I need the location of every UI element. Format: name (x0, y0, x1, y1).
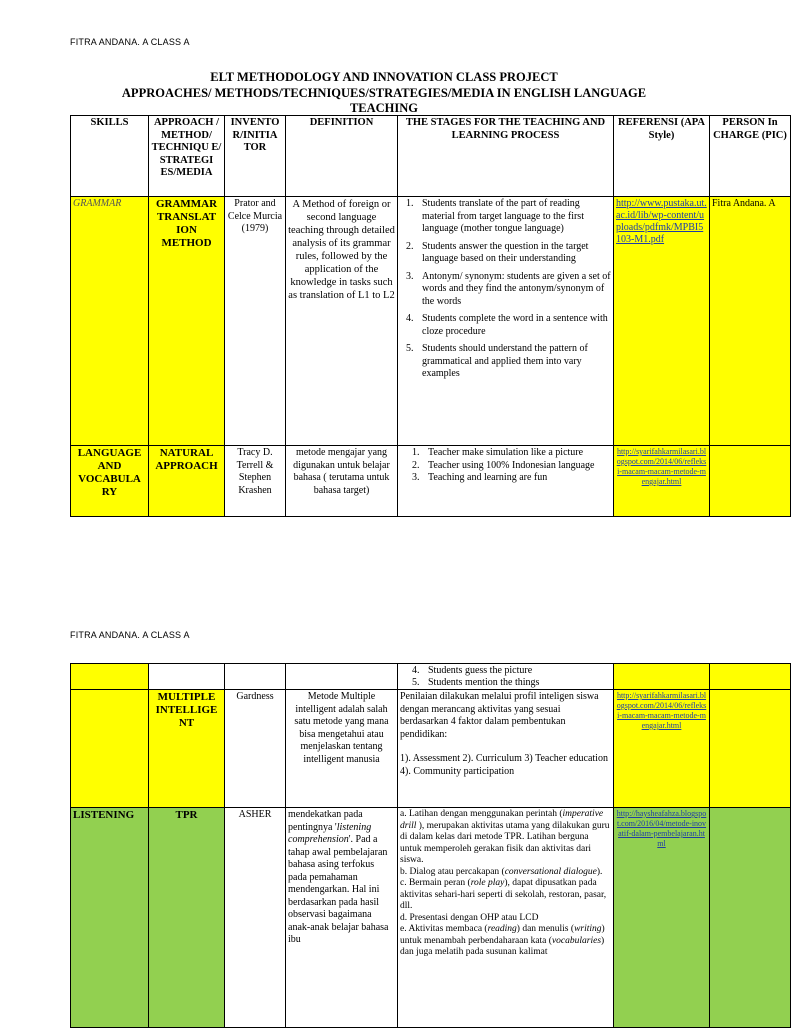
definition-listening: mendekatkan pada pentingnya 'listening comprehension'. Pad a tahap awal pembelajaran bahasa asing terfokus pada pemahaman mendengarkan. Hal ini berdasarkan pada hasil observasi bagaimana anak-anak belajar bahasa ibu (286, 808, 398, 1028)
reference-link-multiple[interactable]: http://syarifahkarmilasari.blogspot.com/2014/06/refleksi-macam-macam-metode-mengajar.html (614, 690, 710, 808)
table-row-language-cont (71, 664, 791, 690)
method-multiple-intelligent: MULTIPLE INTELLIGE NT (149, 690, 225, 808)
list-item: 5. Students mention the things (412, 676, 540, 688)
list-item: 2. Students answer the question in the target language based on their understanding (406, 240, 589, 264)
reference-link-listening[interactable]: http://haysheafahza.blogspot.com/2016/04/metode-inovatif-dalam-pembelajaran.html (614, 808, 710, 1028)
table-row-language (71, 446, 791, 517)
method-grammar-translation: GRAMMAR TRANSLAT ION METHOD (149, 197, 225, 446)
skill-language: LANGUAGE AND VOCABULA RY (71, 446, 149, 517)
col-header-stages: THE STAGES FOR THE TEACHING AND LEARNING PROCESS (398, 116, 614, 197)
list-item: 2. Teacher using 100% Indonesian language (412, 459, 595, 471)
col-header-reference: REFERENSI (APA Style) (614, 116, 710, 197)
list-item: 5. Students should understand the pattern of grammatical and applied them into vary examples (406, 343, 588, 379)
table-row-multiple-intelligent (71, 690, 791, 808)
skill-listening: LISTENING (71, 808, 149, 1028)
stages-listening: a. Latihan dengan menggunakan perintah (imperative drill ), merupakan aktivitas utama yang dilakukan guru di dalam kelas dari metode TPR. Latihan berguna untuk memperoleh gerakan fisik dan aktivitas dari siswa. b. Dialog atau percakapan (conversational dialogue). c. Bermain peran (role play), dapat dipusatkan pada aktivitas sehari-hari seperti di sekolah, restoran, pasar, dll. d. Presentasi dengan OHP atau LCD e. Aktivitas membaca (reading) dan menulis (writing) untuk menambah perbendaharaan kata (vocabularies) dan juga melatih pada susunan kalimat (398, 808, 614, 1028)
list-item: 1. Students translate of the part of reading material from target language to the first language (mother tongue language) (406, 198, 584, 234)
col-header-pic: PERSON In CHARGE (PIC) (710, 116, 791, 197)
table-row-grammar (71, 197, 791, 446)
definition-language: metode mengajar yang digunakan untuk belajar bahasa ( terutama untuk bahasa target) (286, 446, 398, 517)
page-header: FITRA ANDANA. A CLASS A (70, 37, 190, 47)
list-item: 3. Antonym/ synonym: students are given a set of words and they find the antonym/synonym of the words (406, 270, 611, 307)
pic-grammar: Fitra Andana. A (710, 197, 791, 446)
table-header-row (71, 116, 791, 197)
col-header-approach: APPROACH / METHOD/ TECHNIQU E/ STRATEGI ES/MEDIA (149, 116, 225, 197)
stages-language-cont (398, 664, 614, 690)
skill-grammar: GRAMMAR (71, 197, 149, 446)
document-title: ELT METHODOLOGY AND INNOVATION CLASS PROJECT APPROACHES/ METHODS/TECHNIQUES/STRATEGIES/MEDIA IN ENGLISH LANGUAGE TEACHING (121, 70, 647, 115)
col-header-inventor: INVENTO R/INITIA TOR (225, 116, 286, 197)
definition-multiple: Metode Multiple intelligent adalah salah satu metode yang mana bisa mengetahui atau menjelaskan tentang intelligent manusia (286, 690, 398, 808)
stages-language (398, 446, 614, 517)
list-item: 1. Teacher make simulation like a picture (412, 447, 584, 458)
methods-table-page-2 (70, 663, 791, 1028)
list-item: 3. Teaching and learning are fun (412, 472, 548, 483)
stages-multiple: Penilaian dilakukan melalui profil inteligen siswa dengan merancang aktivitas yang sesuai berdasarkan 4 faktor dalam pembentukan pendidikan: 1). Assessment 2). Curriculum 3) Teacher education 4). Community participation (398, 690, 614, 808)
reference-link-language[interactable]: http://syarifahkarmilasari.blogspot.com/2014/06/refleksi-macam-macam-metode-mengajar.html (614, 446, 710, 517)
stages-grammar (398, 197, 614, 446)
method-tpr: TPR (149, 808, 225, 1028)
list-item: 4. Students guess the picture (412, 665, 533, 676)
inventor-grammar: Prator and Celce Murcia (1979) (225, 197, 286, 446)
col-header-skills: SKILLS (71, 116, 149, 197)
table-row-listening (71, 808, 791, 1028)
pic-language (710, 446, 791, 517)
methods-table-page-1 (70, 115, 791, 517)
reference-link-grammar[interactable]: http://www.pustaka.ut.ac.id/lib/wp-content/uploads/pdfmk/MPBI5103-M1.pdf (614, 197, 710, 446)
inventor-listening: ASHER (225, 808, 286, 1028)
col-header-definition: DEFINITION (286, 116, 398, 197)
list-item: 4. Students complete the word in a sentence with cloze procedure (406, 313, 608, 337)
inventor-multiple: Gardness (225, 690, 286, 808)
method-natural-approach: NATURAL APPROACH (149, 446, 225, 517)
definition-grammar: A Method of foreign or second language teaching through detailed analysis of its grammar rules, followed by the application of the knowledge in tasks such as translation of L1 to L2 (286, 197, 398, 446)
page-header-2: FITRA ANDANA. A CLASS A (70, 630, 190, 640)
inventor-language: Tracy D. Terrell & Stephen Krashen (225, 446, 286, 517)
